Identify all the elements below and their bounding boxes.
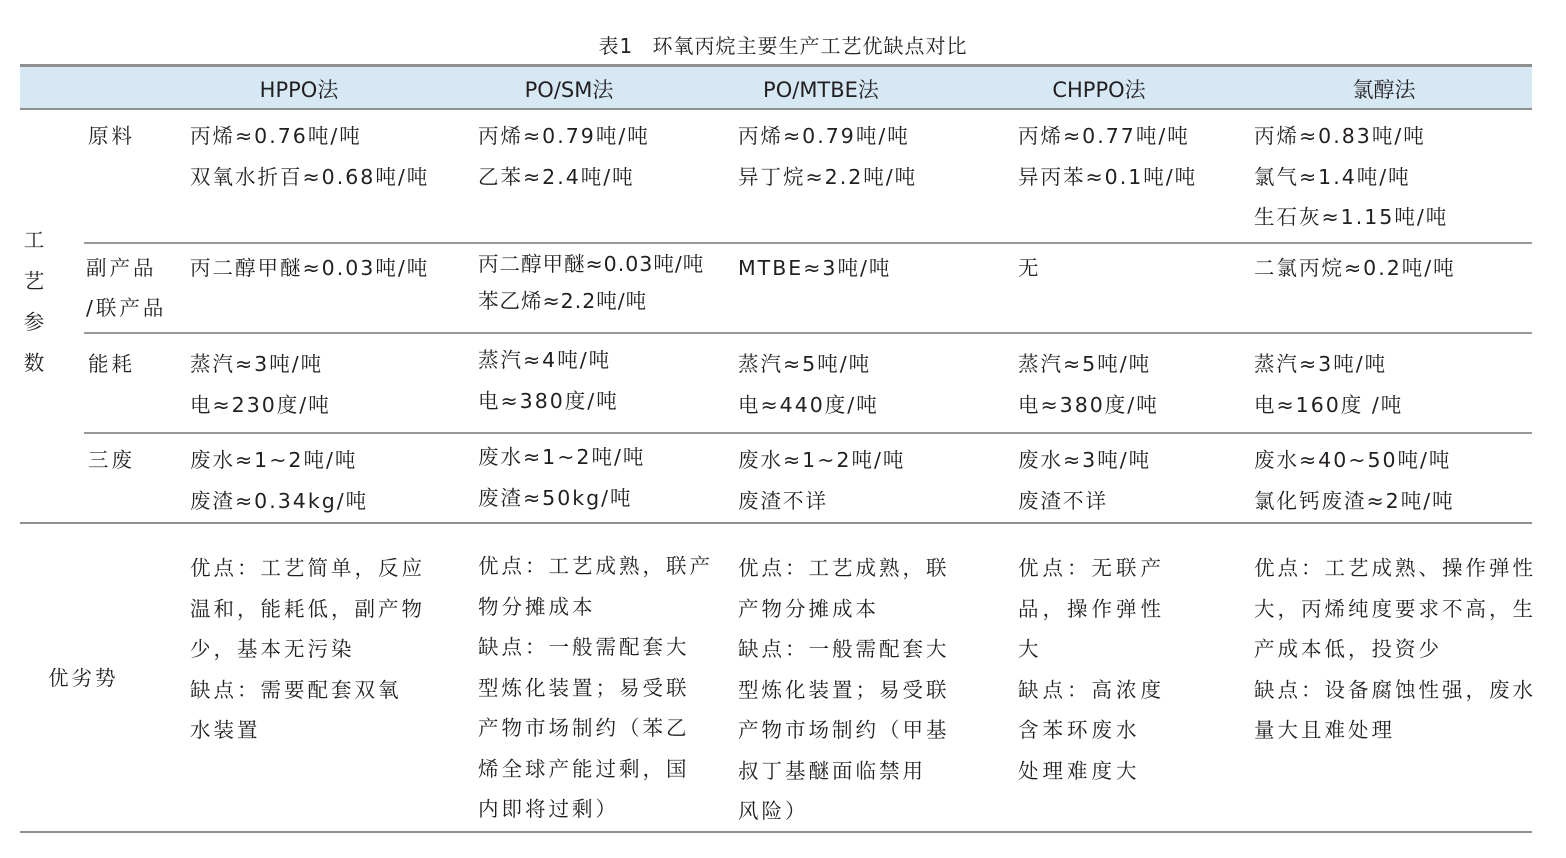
row-label-wastes: [88, 440, 135, 480]
process-params-label: [22, 220, 46, 384]
cell-line: 温和，能耗低，副产物: [190, 596, 425, 621]
cell-line: 蒸汽≈5吨/吨: [1018, 352, 1152, 376]
cell-line: 少，基本无污染: [190, 637, 355, 661]
cell-line: 数: [23, 351, 45, 375]
cell-line: 丙二醇甲醚≈0.03吨/吨: [478, 252, 705, 276]
cell-line: 废水≈3吨/吨: [1018, 448, 1152, 472]
table-cell: [190, 248, 429, 289]
cell-line: 缺点：高浓度: [1018, 677, 1165, 702]
table-cell: [1018, 116, 1197, 197]
cell-line: 生石灰≈1.15吨/吨: [1254, 205, 1449, 229]
table-cell: [1018, 440, 1151, 521]
cell-line: 二氯丙烷≈0.2吨/吨: [1254, 256, 1456, 280]
cell-line: MTBE≈3吨/吨: [738, 256, 892, 280]
cell-line: 工: [23, 228, 45, 252]
cell-line: 苯乙烯≈2.2吨/吨: [478, 289, 648, 313]
cell-line: 物分摊成本: [478, 594, 596, 619]
table-cell: [478, 116, 650, 197]
cell-line: 产物市场制约（苯乙: [478, 716, 690, 740]
table-cell: [1018, 548, 1165, 791]
table-cell: [478, 246, 704, 320]
table-cell: [738, 440, 905, 521]
cell-line: 缺点：一般需配套大: [738, 637, 950, 661]
cell-line: 废渣不详: [1018, 488, 1108, 513]
cell-line: 产物分摊成本: [738, 596, 879, 621]
table-cell: [1254, 116, 1448, 238]
cell-line: 烯全球产能过剩，国: [478, 756, 690, 781]
cell-line: 丙烯≈0.76吨/吨: [190, 124, 362, 148]
cell-line: 艺: [23, 269, 45, 293]
table-cell: [478, 340, 619, 421]
cell-line: 丙二醇甲醚≈0.03吨/吨: [190, 256, 430, 280]
cell-line: 产物市场制约（甲基: [738, 718, 950, 742]
row-label-merits: [48, 658, 119, 698]
section-divider: [20, 522, 1532, 524]
cell-line: 废水≈1~2吨/吨: [738, 448, 906, 472]
cell-line: 废水≈1~2吨/吨: [478, 445, 646, 469]
table-cell: [738, 248, 891, 289]
table-cell: [738, 116, 917, 197]
cell-line: 优点：工艺简单，反应: [190, 556, 425, 580]
row-divider: [84, 332, 1532, 334]
header-po-mtbe: PO/MTBE法: [763, 78, 879, 102]
table-cell: [738, 548, 950, 832]
cell-line: 优点：工艺成熟，联: [738, 556, 950, 580]
cell-line: 蒸汽≈3吨/吨: [190, 352, 324, 376]
cell-line: 无: [1018, 256, 1041, 280]
cell-line: 叔丁基醚面临禁用: [738, 758, 926, 783]
table-cell: [1254, 248, 1456, 289]
cell-line: 蒸汽≈5吨/吨: [738, 352, 872, 376]
cell-line: 异丙苯≈0.1吨/吨: [1018, 164, 1198, 189]
cell-line: 缺点：设备腐蚀性强，废水: [1254, 677, 1536, 702]
cell-line: 副产品: [86, 256, 157, 280]
cell-line: 丙烯≈0.79吨/吨: [738, 124, 910, 148]
cell-line: 优点：无联产: [1018, 556, 1165, 580]
table-cell: [478, 437, 645, 518]
table-cell: [190, 344, 331, 425]
cell-line: 处理难度大: [1018, 758, 1141, 783]
cell-line: 内即将过剩）: [478, 797, 619, 821]
cell-line: 蒸汽≈3吨/吨: [1254, 352, 1388, 376]
table-cell: [190, 440, 368, 521]
cell-line: 能耗: [88, 352, 135, 376]
cell-line: 废水≈1~2吨/吨: [190, 448, 358, 472]
header-chppo: CHPPO法: [1052, 78, 1146, 102]
cell-line: 原料: [88, 124, 135, 148]
cell-line: 双氧水折百≈0.68吨/吨: [190, 164, 430, 189]
cell-line: 废渣不详: [738, 488, 828, 513]
header-hppo: HPPO法: [259, 78, 339, 102]
cell-line: 优劣势: [48, 666, 119, 690]
cell-line: 优点：工艺成熟、操作弹性: [1254, 556, 1536, 580]
cell-line: 丙烯≈0.79吨/吨: [478, 124, 650, 148]
cell-line: 丙烯≈0.83吨/吨: [1254, 124, 1426, 148]
cell-line: 电≈380度/吨: [1018, 392, 1159, 417]
table-cell: [1254, 548, 1536, 751]
header-bottom-rule: [20, 108, 1532, 110]
table-top-rule: [20, 64, 1532, 67]
cell-line: 缺点：一般需配套大: [478, 635, 690, 659]
table-cell: [1254, 344, 1403, 425]
cell-line: 缺点：需要配套双氧: [190, 677, 402, 702]
cell-line: /联产品: [86, 296, 167, 320]
cell-line: 品，操作弹性: [1018, 596, 1165, 621]
row-label-raw-materials: [88, 116, 135, 156]
cell-line: 量大且难处理: [1254, 718, 1395, 742]
cell-line: 风险）: [738, 799, 809, 823]
table-cell: [738, 344, 879, 425]
table-cell: [190, 116, 429, 197]
cell-line: 氯化钙废渣≈2吨/吨: [1254, 488, 1455, 513]
table-cell: [190, 548, 425, 751]
cell-line: 大: [1018, 637, 1043, 661]
cell-line: 氯气≈1.4吨/吨: [1254, 164, 1411, 189]
cell-line: 产成本低，投资少: [1254, 637, 1442, 661]
cell-line: 优点：工艺成熟，联产: [478, 554, 713, 578]
cell-line: 乙苯≈2.4吨/吨: [478, 164, 635, 189]
header-po-sm: PO/SM法: [524, 78, 614, 102]
row-label-byproducts: [86, 248, 166, 328]
cell-line: 电≈380度/吨: [478, 388, 619, 413]
cell-line: 蒸汽≈4吨/吨: [478, 348, 612, 372]
table-cell: [1254, 440, 1455, 521]
cell-line: 丙烯≈0.77吨/吨: [1018, 124, 1190, 148]
cell-line: 大，丙烯纯度要求不高，生: [1254, 596, 1536, 621]
cell-line: 废水≈40~50吨/吨: [1254, 448, 1452, 472]
header-chlorohydrin: 氯醇法: [1352, 78, 1416, 102]
table-caption-number: 表1: [598, 34, 634, 58]
table-cell: [1018, 248, 1041, 289]
cell-line: 废渣≈0.34kg/吨: [190, 488, 369, 513]
cell-line: 废渣≈50kg/吨: [478, 485, 633, 510]
cell-line: 水装置: [190, 718, 261, 742]
table-caption-text: 环氧丙烷主要生产工艺优缺点对比: [652, 34, 968, 58]
cell-line: 三废: [88, 448, 135, 472]
row-label-energy: [88, 344, 135, 384]
cell-line: 异丁烷≈2.2吨/吨: [738, 164, 918, 189]
table-cell: [478, 546, 713, 830]
cell-line: 电≈440度/吨: [738, 392, 879, 417]
table-caption: [0, 30, 1566, 59]
cell-line: 型炼化装置；易受联: [478, 675, 690, 700]
row-divider: [84, 242, 1532, 244]
cell-line: 电≈160度 /吨: [1254, 392, 1404, 417]
cell-line: 含苯环废水: [1018, 718, 1141, 742]
cell-line: 参: [23, 310, 45, 334]
cell-line: 电≈230度/吨: [190, 392, 331, 417]
cell-line: 型炼化装置；易受联: [738, 677, 950, 702]
table-cell: [1018, 344, 1159, 425]
row-divider: [84, 432, 1532, 434]
